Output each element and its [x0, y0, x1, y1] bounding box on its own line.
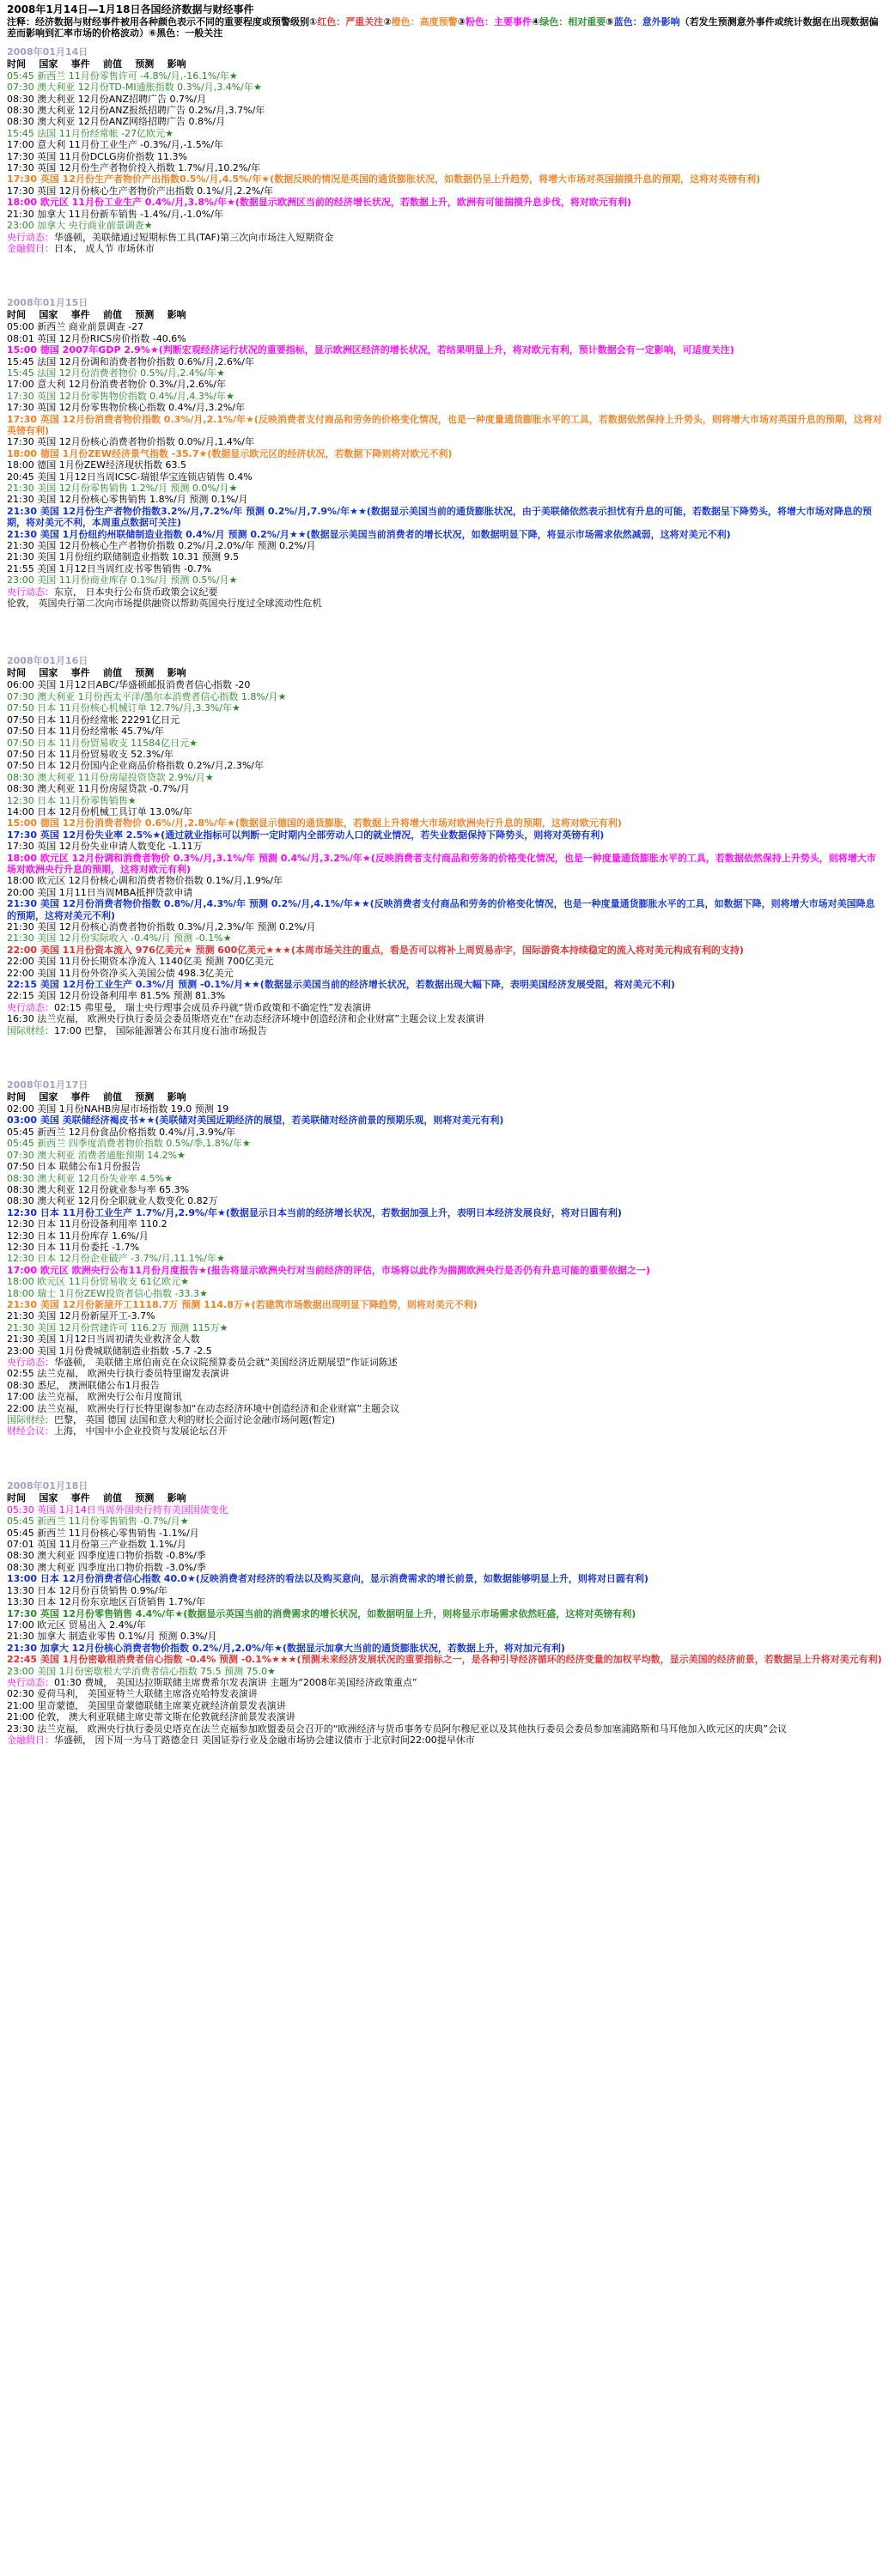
data-row: 18:00 瑞士 1月份ZEW投资者信心指数 -33.3★ — [7, 1287, 208, 1299]
event-text: 17:00 巴黎， 国际能源署公布其月度石油市场报告 — [54, 1024, 267, 1036]
data-row: 18:00 德国 1月份ZEW经济现状指数 63.5 — [7, 459, 187, 471]
event-label: 央行动态： — [7, 1676, 54, 1688]
color-legend-note — [7, 16, 882, 39]
data-row: 17:30 英国 12月份生产者物价投入指数 1.7%/月,10.2%/年 — [7, 162, 260, 174]
data-row: 22:15 美国 12月份设备利用率 81.5% 预测 81.3% — [7, 990, 226, 1002]
event-row — [7, 1025, 882, 1036]
data-row: 22:00 美国 11月份外资净买入美国公债 498.3亿美元 — [7, 967, 234, 979]
data-row: 21:30 美国 12月份营建许可 116.2万 预测 115万★ — [7, 1321, 228, 1334]
event-row — [7, 1013, 882, 1024]
data-row: 08:01 英国 12月份RICS房价指数 -40.6% — [7, 332, 186, 344]
data-row: 22:00 美国 11月份长期资本净流入 1140亿美 预测 700亿美元 — [7, 956, 274, 968]
data-row: 15:45 法国 12月份调和消费者物价指数 0.6%/月,2.6%/年 — [7, 355, 254, 368]
data-row: 08:30 澳大利亚 12月份失业率 4.5%★ — [7, 1172, 173, 1184]
event-text: 华盛顿， 美联储主席伯南克在众议院预算委员会就“美国经济近期展望”作证词陈述 — [54, 1357, 398, 1368]
data-row: 22:45 美国 1月份密歇根消费者信心指数 -0.4% 预测 -0.1%★★★(预测未来经济发展状况的重要指标之一，是各种引导经济循环的经济变量的加权平均数，显示美国的经济前景，若数据呈上升将对美元有利) — [7, 1654, 882, 1666]
data-row: 17:30 英国 12月份生产者物价产出指数0.5%/月,4.5%/年★(数据反映的情况是英国的通货膨胀状况，如数据仍呈上升趋势，将增大市场对英国揣摸升息的预期，这将对英镑有利) — [7, 173, 761, 185]
event-label: 伦敦， — [7, 598, 35, 610]
event-text: 华盛顿， 因下周一为马丁路德金日 美国证券行业及金融市场协会建议债市于北京时间22:00提早休市 — [54, 1734, 475, 1746]
event-text: 02:15 弗里曼， 瑞士央行理事会成员乔丹就“货币政策和不确定性”发表演讲 — [54, 1001, 372, 1013]
data-row: 12:30 日本 11月份库存 1.6%/月 — [7, 1230, 149, 1242]
data-row: 08:30 澳大利亚 12月份全职就业人数变化 0.82万 — [7, 1195, 218, 1207]
data-row: 07:50 日本 11月份核心机械订单 12.7%/月,3.3%/年★ — [7, 702, 241, 714]
data-row: 07:30 澳大利亚 1月份西太平洋/墨尔本消费者信心指数 1.8%/月★ — [7, 690, 287, 702]
section-spacer — [7, 614, 882, 648]
event-text: 08:30 悉尼， 澳洲联储公布1月报告 — [7, 1379, 160, 1391]
data-row: 12:30 日本 11月份工业生产 1.7%/月,2.9%/年★(数据显示日本当前的经济增长状况，若数据加强上升，表明日本经济发展良好，将对日圆有利) — [7, 1206, 622, 1218]
event-text: 23:30 法兰克福， 欧洲央行执行委员史塔克在法兰克福参加欧盟委员会召开的“欧洲经济与货币事务专员阿尔穆尼亚以及其他执行委员会委员参加塞浦路斯和马耳他加入欧元区的庆典”会议 — [7, 1722, 788, 1735]
day-date: 2008年01月18日 — [7, 1479, 88, 1492]
data-row: 08:30 澳大利亚 12月份ANZ网络招聘广告 0.8%/月 — [7, 116, 226, 128]
data-row: 21:30 美国 12月份新屋开工1118.7万 预测 114.8万★(若建筑市场数据出现明显下降趋势，则将对美元不利) — [7, 1298, 478, 1310]
note-part: 蓝色：意外影响 — [613, 16, 680, 27]
event-row — [7, 1414, 882, 1425]
data-row: 05:30 英国 1月14日当周外国央行持有美国国债变化 — [7, 1504, 228, 1516]
data-row: 06:00 美国 1月12日ABC/华盛顿邮报消费者信心指数 -20 — [7, 679, 251, 691]
data-row: 20:45 美国 1月12日当周ICSC-瑞银华宝连锁店销售 0.4% — [7, 471, 253, 483]
event-row — [7, 1380, 882, 1391]
data-row: 15:45 法国 12月份消费者物价 0.5%/月,2.4%/年★ — [7, 367, 225, 379]
event-text: 上海， 中国中小企业投资与发展论坛召开 — [54, 1425, 228, 1437]
data-row: 17:30 英国 12月份核心生产者物价产出指数 0.1%/月,2.2%/年 — [7, 185, 273, 197]
section-spacer — [7, 1443, 882, 1473]
column-header: 时间 国家 事件 前值 预测 影响 — [7, 667, 186, 679]
event-text: 日本， 成人节 市场休市 — [54, 242, 155, 254]
data-row: 18:00 欧元区 11月份贸易收支 61亿欧元★ — [7, 1276, 190, 1288]
event-text: 02:30 爱荷马利， 美国亚特兰大联储主席洛克哈特发表演讲 — [7, 1688, 258, 1700]
event-text: 21:00 里奇蒙德， 美国里奇蒙德联储主席莱克就经济前景发表演讲 — [7, 1699, 286, 1711]
note-part: （若发生预测意外事件或统计数据在出现数据偏差而影响到汇率市场的价格波动）⑥黑色：一般关注 — [7, 16, 879, 39]
data-row: 17:00 欧元区 贸易出入 2.4%/年 — [7, 1619, 146, 1631]
data-row: 21:30 加拿大 制造业零售 0.1%/月 预测 0.3%/月 — [7, 1631, 217, 1643]
data-row: 23:00 美国 11月份商业库存 0.1%/月 预测 0.5%/月★ — [7, 574, 238, 586]
event-row — [7, 1391, 882, 1402]
day-date: 2008年01月15日 — [7, 297, 88, 309]
data-row: 07:50 日本 12月份国内企业商品价格指数 0.2%/月,2.3%/年 — [7, 760, 264, 772]
event-text: 英国央行第二次向市场提供融资以帮助英国央行度过全球流动性危机 — [35, 598, 322, 610]
data-row: 21:30 美国 12月份核心零售销售 1.8%/月 预测 0.1%/月 — [7, 494, 248, 506]
data-row: 20:00 美国 1月11日当周MBA抵押贷款申请 — [7, 886, 193, 898]
event-row — [7, 1723, 882, 1735]
section-spacer — [7, 259, 882, 290]
data-row: 17:30 英国 12月份零售物价核心指数 0.4%/月,3.2%/年 — [7, 402, 245, 414]
event-label: 央行动态： — [7, 231, 54, 243]
data-row: 21:30 美国 12月份核心生产者物价指数 0.2%/月,2.0%/年 预测 0.2%/月 — [7, 540, 316, 552]
note-part: ③ — [457, 16, 466, 27]
data-row: 12:30 日本 11月份零售销售★ — [7, 794, 137, 806]
data-row: 07:50 日本 11月份贸易收支 52.3%/年 — [7, 748, 174, 760]
event-row — [7, 243, 882, 254]
data-row: 21:30 美国 1月份纽约州联储制造业指数 0.4%/月 预测 0.2%/月★★(数据显示美国当前消费者的增长状况，如数据明显下降，将显示市场需求依然减弱，这将对美元不利) — [7, 528, 731, 540]
event-label: 国际财经： — [7, 1024, 54, 1036]
data-row: 08:30 澳大利亚 四季度进口物价指数 -0.8%/季 — [7, 1550, 206, 1562]
note-part: 粉色：主要事件 — [465, 16, 532, 27]
event-text: 01:30 费城， 美国达拉斯联储主席费希尔发表演讲 主题为“2008年美国经济政策重点” — [54, 1676, 417, 1688]
event-row — [7, 1735, 882, 1746]
day-date: 2008年01月17日 — [7, 1079, 88, 1091]
data-row: 08:30 澳大利亚 12月份就业参与率 65.3% — [7, 1183, 190, 1195]
event-row — [7, 1002, 882, 1013]
data-row: 07:50 日本 11月份经常帐 22291亿日元 — [7, 714, 180, 726]
event-text: 16:30 法兰克福， 欧洲央行执行委员会委员斯塔克在“在动态经济环境中创造经济和企业财富”主题会议上发表演讲 — [7, 1013, 485, 1025]
data-row: 15:45 法国 11月份经常帐 -27亿欧元★ — [7, 127, 174, 139]
event-row — [7, 1688, 882, 1699]
data-row: 08:30 澳大利亚 11月份房屋投资贷款 2.9%/月★ — [7, 771, 214, 783]
data-row: 21:30 美国 12月份实际收入 -0.4%/月 预测 -0.1%★ — [7, 933, 232, 945]
event-text: 17:00 法兰克福， 欧洲央行公布月度简讯 — [7, 1391, 182, 1403]
data-row: 02:00 美国 1月份NAHB房屋市场指数 19.0 预测 19 — [7, 1103, 229, 1115]
days-container — [7, 46, 882, 1747]
data-row: 21:30 加拿大 12月份核心消费者物价指数 0.2%/月,2.0%/年★(数据显示加拿大当前的通货膨胀状况，若数据上升，将对加元有利) — [7, 1642, 565, 1654]
event-row — [7, 1368, 882, 1379]
data-row: 21:30 美国 12月份核心消费者物价指数 0.3%/月,2.3%/年 预测 0.2%/月 — [7, 921, 316, 933]
data-row: 17:30 英国 12月份失业申请人数变化 -1.11万 — [7, 841, 203, 853]
day-section — [7, 614, 882, 1036]
data-row: 17:00 意大利 11月份工业生产 -0.3%/月,-1.5%/年 — [7, 139, 223, 151]
data-row: 23:00 美国 1月份密歇根大学消费者信心指数 75.5 预测 75.0★ — [7, 1665, 277, 1677]
data-row: 08:30 澳大利亚 四季度出口物价指数 -3.0%/季 — [7, 1561, 206, 1573]
event-label: 金融假日： — [7, 1734, 54, 1746]
event-row — [7, 1425, 882, 1437]
data-row: 21:30 美国 12月份消费者物价指数 0.8%/月,4.3%/年 预测 0.2%/月,4.1%/年★★(反映消费者支付商品和劳务的价格变化情况，也是一种度量通货膨胀水平的工具，如数据下降，则将增大市场对美国降息的预期，这将对美元不利) — [7, 898, 875, 921]
data-row: 15:00 德国 12月份消费者物价 0.6%/月,2.8%/年★(数据显示德国的通货膨胀，若数据上升将增大市场对欧洲央行升息的预期，这将对欧元有利) — [7, 817, 622, 829]
note-part: ④ — [531, 16, 540, 27]
event-row — [7, 1711, 882, 1722]
event-row — [7, 232, 882, 243]
data-row: 22:15 美国 12月份工业生产 0.3%/月 预测 -0.1%/月★★(数据显示美国当前的经济增长状况，若数据出现大幅下降，表明美国经济发展受阻，将对美元不利) — [7, 979, 675, 991]
event-text: 22:00 法兰克福， 欧洲央行行长特里谢参加“在动态经济环境中创造经济和企业财富”主题会议 — [7, 1402, 400, 1414]
data-row: 12:30 日本 12月份企业破产 -3.7%/月,11.1%/年★ — [7, 1253, 225, 1265]
day-section — [7, 1443, 882, 1747]
event-text: 东京， 日本央行公布货币政策会议纪要 — [54, 586, 218, 598]
data-row: 05:45 新西兰 11月份核心零售销售 -1.1%/月 — [7, 1527, 199, 1539]
event-text: 华盛顿，美联储通过短期标售工具(TAF)第三次向市场注入短期资金 — [54, 231, 334, 243]
day-date: 2008年01月14日 — [7, 46, 88, 58]
data-row: 22:00 美国 11月份资本流入 976亿美元★ 预测 600亿美元★★★(本周市场关注的重点，看是否可以将补上周贸易赤字，国际游资本持续稳定的流入将对美元构成有利的支持) — [7, 944, 744, 956]
event-label: 央行动态： — [7, 586, 54, 598]
note-part: 绿色：相对重要 — [539, 16, 606, 27]
event-row — [7, 598, 882, 609]
column-header: 时间 国家 事件 前值 预测 影响 — [7, 58, 186, 70]
event-row — [7, 586, 882, 598]
data-row: 17:30 英国 11月份DCLG房价指数 11.3% — [7, 150, 187, 162]
data-row: 17:00 欧元区 欧洲央行公布11月份月度报告★(报告将显示欧洲央行对当前经济的评估，市场将以此作为揣测欧洲央行是否仍有升息可能的重要依据之一) — [7, 1264, 650, 1276]
event-text: 02:55 法兰克福， 欧洲央行执行委员特里谢发表演讲 — [7, 1368, 229, 1380]
data-row: 21:30 美国 12月份新屋开工-3.7% — [7, 1310, 155, 1322]
data-row: 05:45 新西兰 11月份零售销售 -0.7%/月★ — [7, 1516, 189, 1528]
data-row: 05:45 新西兰 11月份零售许可 -4.8%/月,-16.1%/年★ — [7, 70, 238, 82]
note-part: ② — [383, 16, 392, 27]
event-label: 金融假日： — [7, 242, 54, 254]
event-text: 巴黎， 英国 德国 法国和意大利的财长会面讨论金融市场问题(暂定) — [54, 1414, 336, 1426]
event-label: 国际财经： — [7, 1414, 54, 1426]
note-part: 红色：严重关注 — [317, 16, 384, 27]
data-row: 07:01 英国 11月份第三产业指数 1.1%/月 — [7, 1539, 186, 1551]
data-row: 17:30 英国 12月份核心消费者物价指数 0.0%/月,1.4%/年 — [7, 436, 254, 448]
column-header: 时间 国家 事件 前值 预测 影响 — [7, 1492, 186, 1504]
data-row: 17:30 英国 12月份失业率 2.5%★(通过就业指标可以判断一定时期内全部劳动人口的就业情况，若失业数据保持下降势头，则将对英镑有利) — [7, 829, 605, 841]
data-row: 14:00 日本 12月份机械工具订单 13.0%/年 — [7, 805, 192, 817]
data-row: 03:00 美国 美联储经济褐皮书★★(美联储对美国近期经济的展望，若美联储对经济前景的预期乐观，则将对美元有利) — [7, 1115, 504, 1127]
data-row: 21:30 美国 1月份纽约联储制造业指数 10.31 预测 9.5 — [7, 551, 240, 563]
data-row: 07:30 澳大利亚 12月份TD-MI通胀指数 0.3%/月,3.4%/年★ — [7, 82, 262, 94]
data-row: 05:45 新西兰 12月份食品价格指数 0.4%/月,3.9%/年 — [7, 1126, 235, 1138]
event-row — [7, 1403, 882, 1414]
section-spacer — [7, 1042, 882, 1072]
note-part: 注释：经济数据与财经事件被用各种颜色表示不同的重要程度或预警级别① — [7, 16, 318, 27]
data-row: 21:30 美国 12月份零售销售 1.2%/月 预测 0.0%/月★ — [7, 483, 238, 494]
data-row: 05:45 新西兰 四季度消费者物价指数 0.5%/季,1.8%/年★ — [7, 1138, 251, 1150]
data-row: 13:30 日本 12月份百货销售 0.9%/年 — [7, 1584, 167, 1596]
data-row: 15:00 德国 2007年GDP 2.9%★(判断宏观经济运行状况的重要指标，显示欧洲区经济的增长状况，若结果明显上升，将对欧元有利，预计数据会有一定影响，可适度关注) — [7, 344, 734, 356]
data-row: 21:30 美国 12月份生产者物价指数3.2%/月,7.2%/年 预测 0.2%/月,7.9%/年★★(数据显示美国当前的通货膨胀状况，由于美联储依然表示担忧有升息的可能，若数据呈下降势头，将增大市场对降息的预期，将对美元不利，本周重点数据可关注) — [7, 505, 872, 529]
data-row: 05:00 新西兰 商业前景调查 -27 — [7, 321, 144, 333]
data-row: 18:00 欧元区 11月份工业生产 0.4%/月,3.8%/年★(数据显示欧洲区当前的经济增长状况，若数据上升，欧洲有可能揣摸升息步伐，将对欧元有利) — [7, 197, 631, 209]
event-row — [7, 1677, 882, 1688]
event-label: 财经会议： — [7, 1425, 54, 1437]
event-row — [7, 1700, 882, 1711]
data-row: 12:30 日本 11月份委托 -1.7% — [7, 1241, 140, 1253]
data-row: 18:00 欧元区 12月份调和消费者物价 0.3%/月,3.1%/年 预测 0.4%/月,3.2%/年★(反映消费者支付商品和劳务的价格变化情况，也是一种度量通货膨胀水平的工具，若数据依然保持上升势头，则将增大市场对欧洲央行升息的预期，这将对欧元有利) — [7, 852, 876, 875]
data-row: 18:00 欧元区 12月份核心调和消费者物价指数 0.1%/月,1.9%/年 — [7, 875, 283, 887]
data-row: 17:30 英国 12月份零售物价指数 0.4%/月,4.3%/年★ — [7, 390, 234, 402]
data-row: 13:00 日本 12月份消费者信心指数 40.0★(反映消费者对经济的看法以及购买意向，显示消费需求的增长前景，如数据能够明显上升，则将对日圆有利) — [7, 1573, 648, 1585]
data-row: 12:30 日本 11月份设备利用率 110.2 — [7, 1218, 167, 1230]
data-row: 17:30 英国 12月份零售销售 4.4%/年★(数据显示英国当前的消费需求的增长状况，如数据明显上升，则将显示市场需求依然旺盛，这将对英镑有利) — [7, 1607, 636, 1619]
data-row: 21:30 美国 1月12日当周初请失业救济金人数 — [7, 1334, 200, 1346]
data-row: 07:50 日本 11月份贸易收支 11584亿日元★ — [7, 737, 198, 749]
data-row: 07:50 日本 11月份经常帐 45.7%/年 — [7, 726, 164, 738]
page-title: 2008年1月14日—1月18日各国经济数据与财经事件 — [7, 3, 254, 15]
day-section — [7, 46, 882, 255]
data-row: 17:00 意大利 12月份消费者物价 0.3%/月,2.6%/年 — [7, 379, 226, 391]
data-row: 13:30 日本 12月份东京地区百货销售 1.7%/年 — [7, 1596, 205, 1608]
day-section — [7, 1042, 882, 1437]
note-part: 橙色：高度预警 — [391, 16, 458, 27]
data-row: 21:55 美国 1月12日当周红皮书零售销售 -0.7% — [7, 562, 212, 574]
event-label: 央行动态： — [7, 1001, 54, 1013]
data-row: 23:00 加拿大 央行商业前景调查★ — [7, 220, 153, 232]
data-row: 08:30 澳大利亚 11月份房屋贷款 -0.7%/月 — [7, 783, 190, 795]
data-row: 23:00 美国 1月份费城联储制造业指数 -5.7 -2.5 — [7, 1345, 212, 1357]
data-row: 07:50 日本 联储公布1月份报告 — [7, 1161, 141, 1173]
data-row: 18:00 德国 1月份ZEW经济景气指数 -35.7★(数据显示欧元区的经济状况，若数据下降则将对欧元不利) — [7, 447, 453, 459]
day-date: 2008年01月16日 — [7, 655, 88, 667]
note-part: ⑤ — [606, 16, 614, 27]
column-header: 时间 国家 事件 前值 预测 影响 — [7, 309, 186, 321]
data-row: 08:30 澳大利亚 12月份ANZ报纸招聘广告 0.2%/月,3.7%/年 — [7, 105, 265, 117]
data-row: 07:30 澳大利亚 消费者通胀预期 14.2%★ — [7, 1149, 186, 1161]
event-row — [7, 1357, 882, 1368]
data-row: 08:30 澳大利亚 12月份ANZ招聘广告 0.7%/月 — [7, 93, 207, 105]
data-row: 21:30 加拿大 11月份新车销售 -1.4%/月,-1.0%/年 — [7, 208, 223, 220]
day-section — [7, 259, 882, 609]
data-row: 17:30 英国 12月份消费者物价指数 0.3%/月,2.1%/年★(反映消费者支付商品和劳务的价格变化情况，也是一种度量通货膨胀水平的工具，若数据依然保持上升势头，则将增大市场对英国升息的预期，这将对英镑有利) — [7, 413, 882, 436]
column-header: 时间 国家 事件 前值 预测 影响 — [7, 1091, 186, 1103]
event-text: 21:00 伦敦， 澳大利亚联储主席史蒂文斯在伦敦就经济前景发表演讲 — [7, 1711, 295, 1723]
event-label: 央行动态： — [7, 1357, 54, 1368]
